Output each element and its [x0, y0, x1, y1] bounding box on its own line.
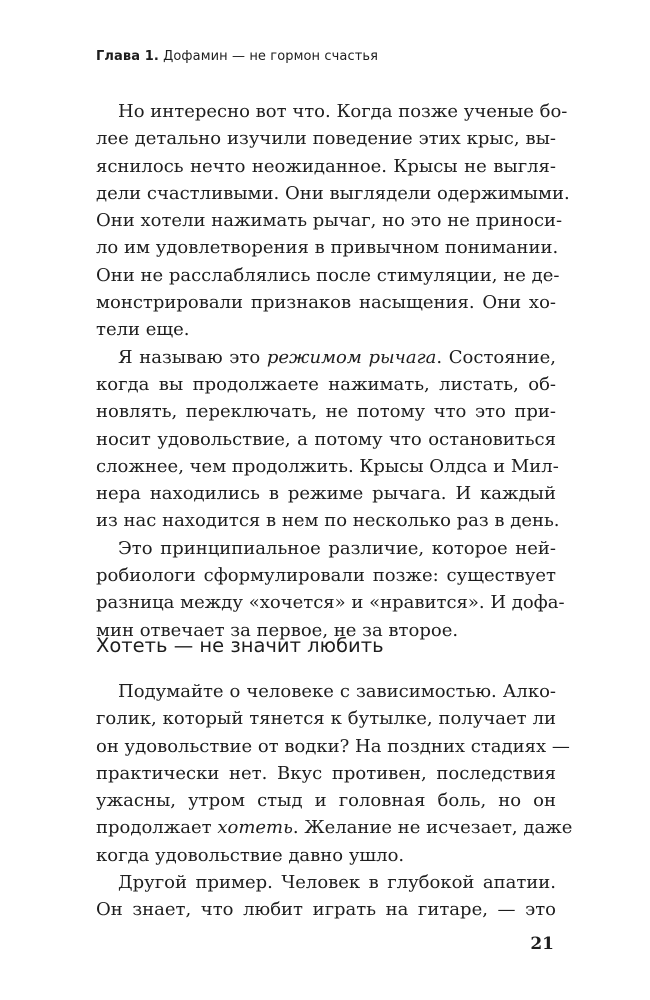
- page-number: 21: [530, 934, 554, 954]
- paragraph-3: [96, 535, 565, 644]
- text-block-1: [96, 98, 570, 644]
- text-line: тели еще.: [96, 319, 190, 341]
- section-heading: Хотеть — не значит любить: [96, 634, 384, 657]
- paragraph-1: [96, 98, 570, 344]
- text-line: Подумайте о человеке с зависимостью. Алко-: [118, 681, 556, 702]
- text-line: ужасны, утром стыд и головная боль, но он: [96, 790, 556, 812]
- text-line: дели счастливыми. Они выглядели одержимыми.: [96, 182, 570, 204]
- text-line: Но интересно вот что. Когда позже ученые бо-: [118, 101, 568, 122]
- paragraph-5: [96, 869, 556, 924]
- text-run: . Желание не исчезает, даже: [292, 817, 573, 839]
- text-line: он удовольствие от водки? На поздних стадиях —: [96, 735, 570, 757]
- text-run: Я называю это: [118, 346, 267, 368]
- text-line: Он знает, что любит играть на гитаре, — это: [96, 899, 556, 921]
- text-line: практически нет. Вкус противен, последствия: [96, 762, 556, 784]
- text-block-2: [96, 678, 573, 924]
- text-line: нера находились в режиме рычага. И каждый: [96, 483, 556, 505]
- text-line: ло им удовлетворения в привычном понимании.: [96, 237, 559, 259]
- text-line: Другой пример. Человек в глубокой апатии.: [118, 872, 556, 894]
- text-line: [96, 814, 573, 841]
- paragraph-2: [96, 344, 560, 535]
- text-line: Они хотели нажимать рычаг, но это не приноси-: [96, 210, 563, 232]
- text-line: голик, который тянется к бутылке, получает ли: [96, 708, 556, 730]
- text-line: яснилось нечто неожиданное. Крысы не выгля-: [96, 155, 556, 177]
- text-line: когда вы продолжаете нажимать, листать, об-: [96, 373, 556, 395]
- running-head-title: Дофамин — не гормон счастья: [163, 49, 379, 64]
- text-line: сложнее, чем продолжить. Крысы Олдса и Мил-: [96, 455, 559, 477]
- text-line: монстрировали признаков насыщения. Они хо-: [96, 292, 556, 314]
- text-line: Они не расслаблялись после стимуляции, не де-: [96, 264, 560, 286]
- text-line: когда удовольствие давно ушло.: [96, 844, 405, 866]
- text-line: разница между «хочется» и «нравится». И дофа-: [96, 592, 565, 614]
- emphasis-text: хотеть: [217, 817, 293, 839]
- paragraph-4: [96, 678, 573, 869]
- text-run: . Состояние,: [436, 346, 556, 368]
- text-line: мин отвечает за первое, не за второе.: [96, 619, 459, 641]
- text-line: Это принципиальное различие, которое ней-: [118, 537, 556, 559]
- emphasis-text: режимом рычага: [266, 346, 437, 368]
- text-line: лее детально изучили поведение этих крыс, вы-: [96, 128, 556, 150]
- text-line: носит удовольствие, а потому что остановиться: [96, 428, 556, 450]
- text-run: продолжает: [96, 817, 218, 839]
- text-line: робиологи сформулировали позже: существует: [96, 565, 556, 587]
- running-head-chapter: Глава 1.: [96, 49, 159, 64]
- running-head: [96, 49, 378, 64]
- text-line: новлять, переключать, не потому что это при-: [96, 401, 556, 423]
- text-line: из нас находится в нем по несколько раз в день.: [96, 510, 560, 532]
- text-line: [96, 344, 556, 371]
